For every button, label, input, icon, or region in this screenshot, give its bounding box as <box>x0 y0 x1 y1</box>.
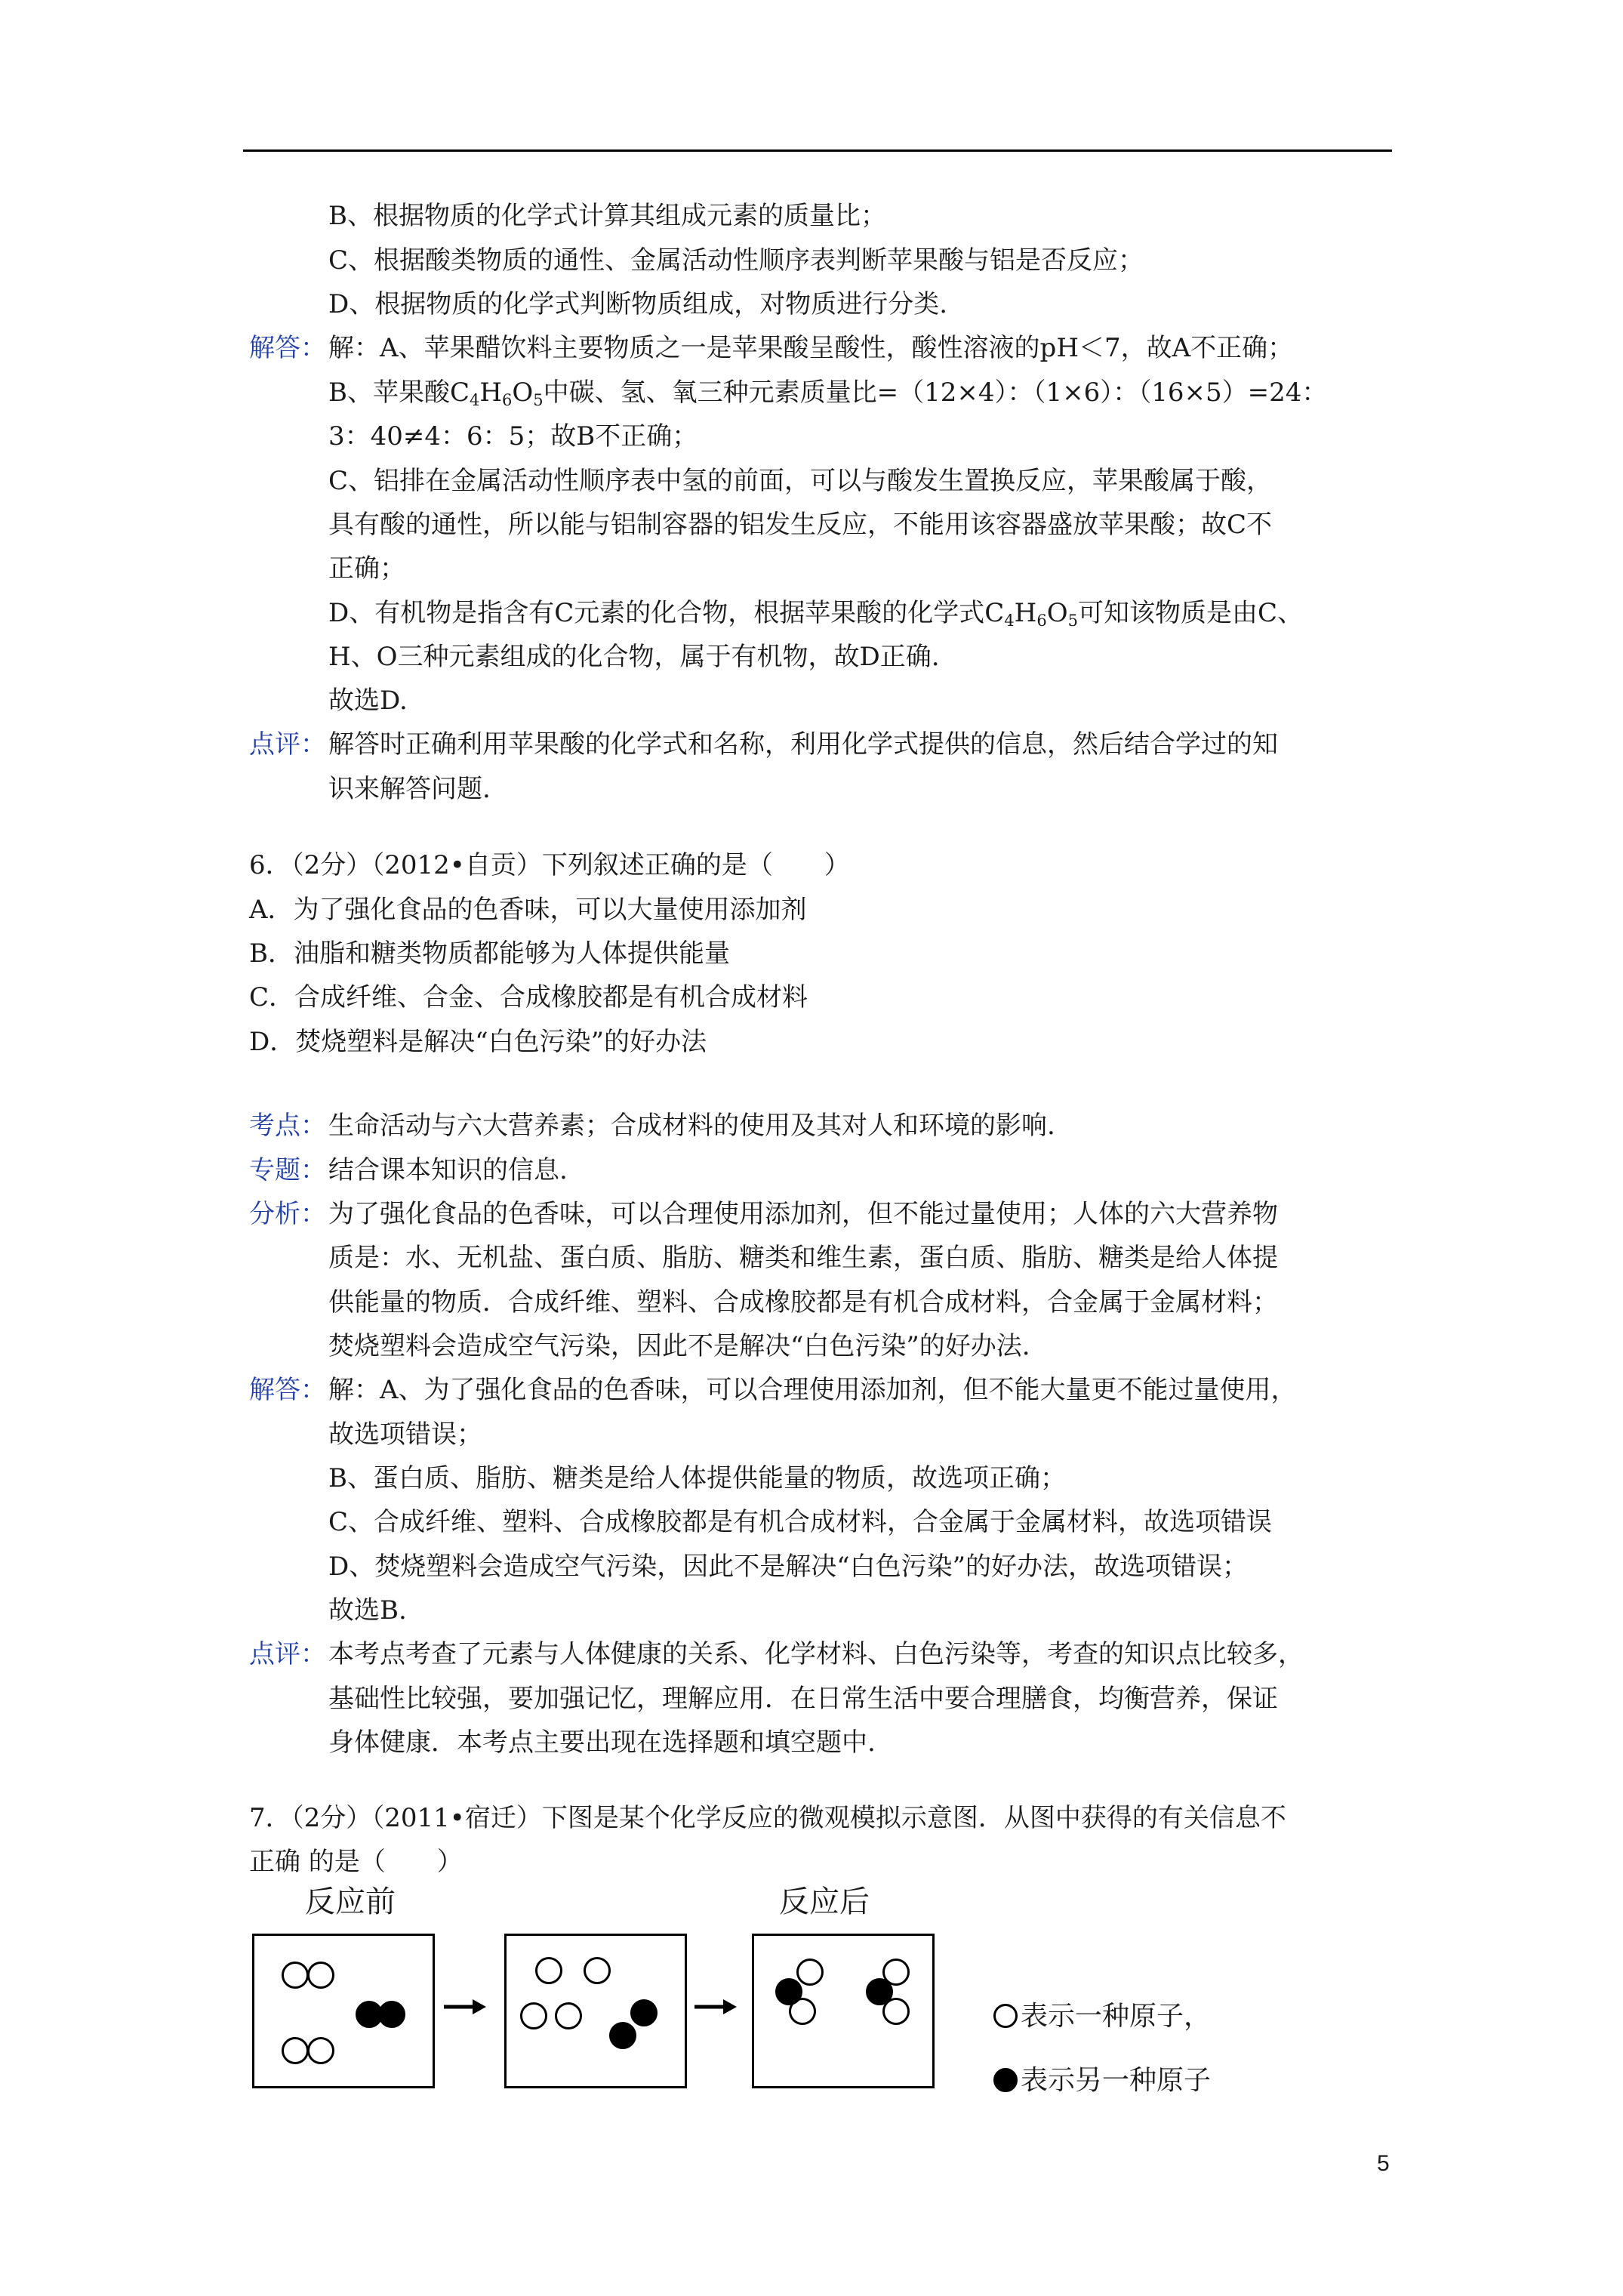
black-atom <box>609 2022 636 2049</box>
q5-choice: 故选D. <box>328 686 408 716</box>
q6-answer-line: 解：A、为了强化食品的色香味，可以合理使用添加剂，但不能大量更不能过量使用， <box>328 1375 1297 1405</box>
analysis-d: D、根据物质的化学式判断物质组成，对物质进行分类. <box>328 289 948 319</box>
header-rule <box>243 149 1392 152</box>
black-atom <box>378 2001 405 2028</box>
q7-stem: 7．（2分）（2011•宿迁）下图是某个化学反应的微观模拟示意图．从图中获得的有关信息不 <box>249 1803 1286 1833</box>
legend-white: 表示一种原子， <box>993 2001 1211 2031</box>
white-atom <box>584 1957 611 1984</box>
analysis-c: C、根据酸类物质的通性、金属活动性顺序表判断苹果酸与铝是否反应； <box>328 245 1144 276</box>
white-atom <box>307 2037 334 2064</box>
q6-point-label: 考点： <box>249 1111 326 1141</box>
q6-topic-label: 专题： <box>249 1155 326 1185</box>
q6-option-a: A．为了强化食品的色香味，可以大量使用添加剂 <box>249 895 807 925</box>
white-atom <box>307 1962 334 1989</box>
before-box <box>252 1934 435 2088</box>
q6-answer-line: C、合成纤维、塑料、合成橡胶都是有机合成材料，合金属于金属材料，故选项错误 <box>328 1507 1273 1537</box>
black-atom <box>866 1978 893 2005</box>
q6-stem: 6．（2分）（2012•自贡）下列叙述正确的是（ ） <box>249 850 850 880</box>
q5-answer-c-cont: 具有酸的通性，所以能与铝制容器的铝发生反应，不能用该容器盛放苹果酸；故C不 <box>328 510 1273 540</box>
q6-answer-line: 故选B. <box>328 1595 407 1626</box>
q5-answer-label: 解答： <box>249 333 326 363</box>
arrow-icon <box>693 1996 738 2017</box>
white-atom <box>555 2002 582 2029</box>
q5-answer-c: C、铝排在金属活动性顺序表中氢的前面，可以与酸发生置换反应，苹果酸属于酸， <box>328 466 1273 496</box>
q6-analysis-label: 分析： <box>249 1199 326 1229</box>
q5-comment-label: 点评： <box>249 729 326 760</box>
black-atom <box>775 1978 802 2005</box>
q5-answer-d-cont: H、O三种元素组成的化合物，属于有机物，故D正确. <box>328 642 940 672</box>
q6-answer-line: 故选项错误； <box>328 1419 482 1450</box>
q6-topic: 结合课本知识的信息. <box>328 1155 568 1185</box>
analysis-b: B、根据物质的化学式计算其组成元素的质量比； <box>328 201 886 231</box>
q6-answer-label: 解答： <box>249 1375 326 1405</box>
q6-answer-line: D、焚烧塑料会造成空气污染，因此不是解决“白色污染”的好办法，故选项错误； <box>328 1552 1249 1582</box>
intermediate-box <box>504 1934 687 2088</box>
arrow-icon <box>442 1996 488 2017</box>
q6-option-c: C．合成纤维、合金、合成橡胶都是有机合成材料 <box>249 982 808 1012</box>
q6-point: 生命活动与六大营养素；合成材料的使用及其对人和环境的影响. <box>328 1111 1055 1141</box>
white-atom <box>535 1957 562 1984</box>
figure-after-label: 反应后 <box>779 1885 870 1918</box>
q6-comment-label: 点评： <box>249 1639 326 1669</box>
page-number: 5 <box>1377 2151 1390 2176</box>
white-atom <box>282 1962 309 1989</box>
white-circle-icon <box>993 2004 1018 2028</box>
q5-comment-cont: 识来解答问题. <box>328 774 491 804</box>
q6-comment-line: 身体健康．本考点主要出现在选择题和填空题中. <box>328 1727 876 1758</box>
q6-analysis-line: 为了强化食品的色香味，可以合理使用添加剂，但不能过量使用；人体的六大营养物 <box>328 1199 1278 1229</box>
black-atom <box>630 1999 658 2026</box>
q5-answer-b-cont: 3：40≠4：6：5；故B不正确； <box>328 421 698 451</box>
black-circle-icon <box>993 2068 1018 2092</box>
q6-comment-line: 本考点考查了元素与人体健康的关系、化学材料、白色污染等，考查的知识点比较多， <box>328 1639 1304 1669</box>
q5-answer-d: D、有机物是指含有C元素的化合物，根据苹果酸的化学式$C_4H_6O_5$可知该物质是由C、 <box>328 598 1303 630</box>
white-atom <box>520 2002 547 2029</box>
after-box <box>752 1934 935 2088</box>
q5-answer-line: 解：A、苹果醋饮料主要物质之一是苹果酸呈酸性，酸性溶液的pH＜7，故A不正确； <box>328 333 1294 363</box>
legend-black: 表示另一种原子 <box>993 2065 1211 2095</box>
q6-analysis-line: 供能量的物质．合成纤维、塑料、合成橡胶都是有机合成材料，合金属于金属材料； <box>328 1287 1278 1318</box>
q5-comment: 解答时正确利用苹果酸的化学式和名称，利用化学式提供的信息，然后结合学过的知 <box>328 729 1278 760</box>
q6-analysis-line: 质是：水、无机盐、蛋白质、脂肪、糖类和维生素，蛋白质、脂肪、糖类是给人体提 <box>328 1243 1278 1273</box>
q7-stem-cont: 正确 的是（ ） <box>249 1847 463 1877</box>
q5-answer-b: B、苹果酸$C_4H_6O_5$中碳、氢、氧三种元素质量比=（12×4）：（1×6）：（16×5）=24： <box>328 378 1328 409</box>
q6-comment-line: 基础性比较强，要加强记忆，理解应用．在日常生活中要合理膳食，均衡营养，保证 <box>328 1684 1278 1714</box>
q6-analysis-line: 焚烧塑料会造成空气污染，因此不是解决“白色污染”的好办法. <box>328 1331 1030 1361</box>
white-atom <box>796 1959 824 1986</box>
q5-answer-c-cont2: 正确； <box>328 553 405 584</box>
q6-option-b: B．油脂和糖类物质都能够为人体提供能量 <box>249 938 730 969</box>
figure-before-label: 反应前 <box>305 1885 396 1918</box>
q6-option-d: D．焚烧塑料是解决“白色污染”的好办法 <box>249 1027 707 1057</box>
white-atom <box>282 2037 309 2064</box>
q6-answer-line: B、蛋白质、脂肪、糖类是给人体提供能量的物质，故选项正确； <box>328 1463 1066 1493</box>
